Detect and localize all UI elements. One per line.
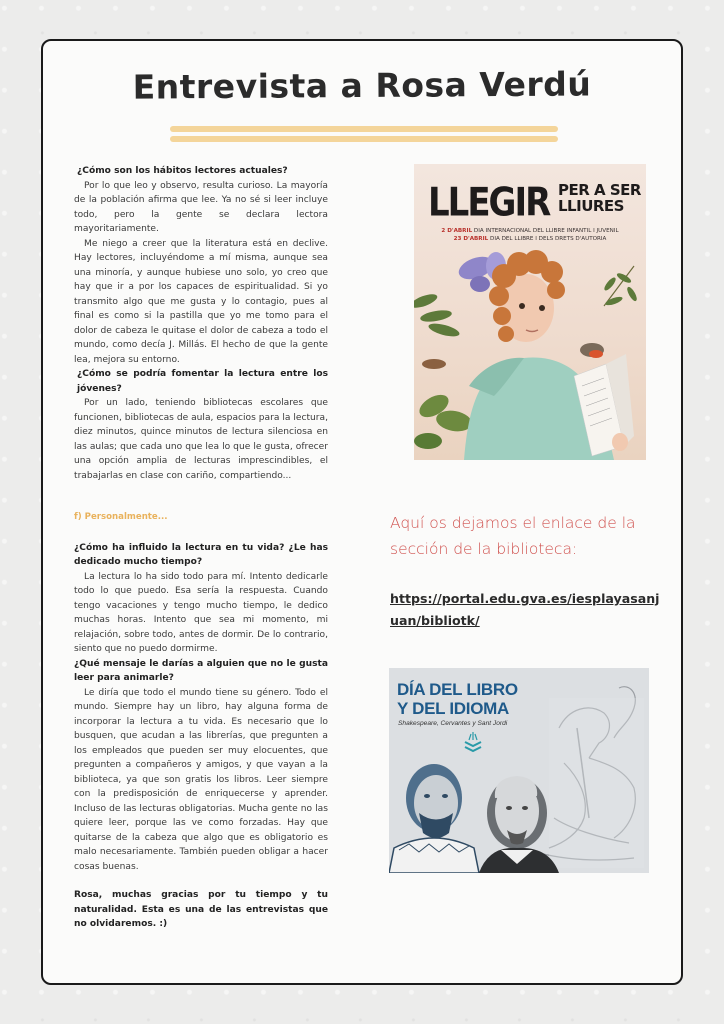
child-reading-illustration: [414, 246, 646, 460]
interview-column: [74, 164, 328, 932]
shakespeare-portrait-illustration: [479, 776, 559, 873]
poster-side-line-1: PER A SER: [558, 181, 641, 199]
question-1: ¿Cómo son los hábitos lectores actuales?: [77, 166, 288, 176]
poster2-title-line-1: DÍA DEL LIBRO: [397, 680, 518, 699]
poster-side-text: [558, 182, 641, 214]
closing-message: Rosa, muchas gracias por tu tiempo y tu naturalidad. Esta es una de las entrevistas que no olvidaremos. :): [74, 890, 328, 929]
answer-1-paragraph-1: Por lo que leo y observo, resulta curioso. La mayoría de la población afirma que lee. Ya no sé si leer incluye todo, pero la gente se declara lectora mayoritariamente.: [74, 180, 328, 234]
poster-date-1: 2 D'ABRIL: [441, 228, 473, 234]
leaves-left-illustration: [414, 292, 473, 449]
poster-date-2-text: DIA DEL LLIBRE I DELS DRETS D'AUTORIA: [490, 236, 607, 242]
answer-1-paragraph-2: Me niego a creer que la literatura está en declive. Hay lectores, incluyéndome a mí misma, aunque sea una minoría, y aunque hubiese uno solo, yo creo que hay que ir a por los capaces de espiritualidad. Si yo transmito algo que me gusta y lo contagio, pues al final es como si la pastilla que yo me tomo para el dolor de cabeza le quitase el dolor de cabeza a todo el mundo, como decía J. Millás. El hecho de que la gente lea, mejora su entorno.: [74, 238, 328, 365]
section-label: f) Personalmente...: [74, 512, 168, 522]
question-2: ¿Cómo se podría fomentar la lectura entre los jóvenes?: [77, 369, 328, 394]
poster2-title: [397, 680, 518, 718]
poster-date-line-1: [414, 228, 646, 234]
poster-dia-del-libro: [389, 668, 649, 873]
question-4: ¿Qué mensaje le darías a alguien que no le gusta leer para animarle?: [74, 658, 328, 683]
answer-3: La lectura lo ha sido todo para mí. Intento dedicarle todo lo que puedo. Esa sería la respuesta. Cuando tengo vacaciones y tengo mucho tiempo, le dedico muchas horas. Intento que sea mi momento, mi relajación, sobre todo, antes de dormir. De lo contrario, siento que no puedo dormirme.: [74, 571, 328, 654]
answer-2: Por un lado, teniendo bibliotecas escolares que funcionen, bibliotecas de aula, espacios para la lectura, diez minutos, quince minutos de lectura silenciosa en las aulas; que cada uno que lea lo que le gusta, ofrecer una opción amplia de lecturas imprescindibles, el trabajarlas en clase con cariño, compartiendo...: [74, 398, 328, 481]
poster-date-1-text: DIA INTERNACIONAL DEL LLIBRE INFANTIL I JUVENIL: [473, 228, 619, 234]
poster-date-line-2: [414, 236, 646, 242]
poster2-subtitle: Shakespeare, Cervantes y Sant Jordi: [398, 720, 508, 727]
poster-big-word: LLEGIR: [428, 180, 550, 226]
question-3: ¿Cómo ha influido la lectura en tu vida? ¿Le has dedicado mucho tiempo?: [74, 542, 328, 567]
answer-4: Le diría que todo el mundo tiene su género. Todo el mundo. Siempre hay un libro, hay alguna forma de incorporar la lectura a tu vida. Es necesario que lo busquen, que acudan a las librerías, que pregunten a los empleados que pueden ser muy elocuentes, que pregunten a compañeros y amigos, y que vayan a la biblioteca, ya que son gratis los libros. Leer siempre con la predisposición de enriquecerse y aprender. Incluso de las lecturas obligatorias. Mucha gente no las quiere leer, porque las ve como forzadas. Hay que quitarse de la cabeza que algo que es obligatorio es malo necesariamente. También pueden obligar a hacer cosas buenas.: [74, 687, 328, 872]
title-underline-second: [170, 136, 558, 142]
robin-bird-illustration: [580, 343, 604, 358]
leaves-right-illustration: [603, 266, 639, 307]
poster-llegir-per-a-ser-lliures: [414, 164, 646, 460]
poster-date-2: 23 D'ABRIL: [453, 236, 489, 242]
book-logo-icon: [465, 732, 481, 751]
poster2-title-line-2: Y DEL IDIOMA: [397, 699, 509, 718]
library-link[interactable]: https://portal.edu.gva.es/iesplayasanjuan/bibliotk/: [390, 591, 660, 628]
library-link-intro: Aquí os dejamos el enlace de la sección de la biblioteca:: [390, 514, 636, 558]
page-title: Entrevista a Rosa Verdú: [132, 64, 592, 107]
poster-side-line-2: LLIURES: [558, 197, 624, 215]
mouse-illustration: [422, 359, 446, 369]
title-underline: [170, 126, 558, 132]
cervantes-portrait-illustration: [389, 764, 479, 873]
